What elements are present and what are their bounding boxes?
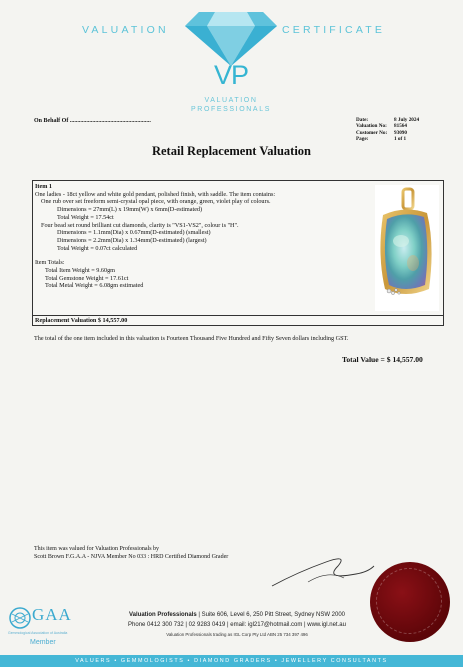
gaa-name: GAA [32, 605, 72, 624]
item-line: Total Weight = 0.07ct calculated [57, 244, 138, 252]
item-total-line: Total Item Weight = 9.60gm [45, 267, 115, 275]
valued-by: This item was valued for Valuation Professionals by Scott Brown F.G.A.A - NJVA Member No 033 : HRD Certified Diamond Grader [34, 546, 229, 560]
item-box [32, 180, 444, 326]
total-value: Total Value = $ 14,557.00 [342, 355, 423, 364]
item-line: Dimensions = 2.2mm(Dia) x 1.34mm(D-estimated) (largest) [57, 236, 207, 244]
item-description [35, 183, 365, 290]
item-line: One rub over set freeform semi-crystal opal piece, with orange, green, violet play of colours. [41, 198, 271, 206]
meta-row-date: Date: 8 July 2024 [356, 117, 420, 123]
gaa-subtitle: Gemmological Association of Australia [8, 631, 68, 635]
item-line: Dimensions = 27mm(L) x 19mm(W) x 6mm(D-estimated) [57, 206, 203, 214]
meta-row-valuation-no: Valuation No: 81564 [356, 123, 407, 130]
header-certificate-word: CERTIFICATE [282, 24, 386, 36]
footer-address: Valuation Professionals | Suite 606, Level 6, 250 Pitt Street, Sydney NSW 2000 [129, 612, 345, 618]
item-total-line: Total Metal Weight = 6.08gm estimated [45, 282, 144, 290]
item-heading: Item 1 [35, 183, 53, 190]
item-totals-heading: Item Totals: [35, 259, 65, 267]
meta-row-page: Page: 1 of 1 [356, 136, 407, 143]
logo-subtitle: VALUATION PROFESSIONALS [191, 97, 271, 113]
header-valuation-word: VALUATION [82, 24, 169, 36]
bottom-bar: VALUERS • GEMMOLOGISTS • DIAMOND GRADERS • JEWELLERY CONSULTANTS [0, 655, 463, 667]
item-total-line: Total Gemstone Weight = 17.61ct [45, 274, 129, 282]
item-line: One ladies - 18ct yellow and white gold pendant, polished finish, with saddle. The item contains: [35, 190, 276, 198]
page-title: Retail Replacement Valuation [151, 144, 312, 158]
item-line: Total Weight = 17.54ct [57, 213, 114, 221]
on-behalf-of: On Behalf Of ...................................................... [34, 118, 151, 124]
footer-contact [92, 611, 382, 640]
footer-trading: Valuation Professionals trading as IGL Corp Pty Ltd ABN 25 734 397 496 [166, 632, 308, 637]
item-line: Four bead set round brilliant cut diamonds, clarity is "VS1-VS2", colour is "H". [41, 221, 239, 229]
replacement-valuation: Replacement Valuation $ 14,557.00 [35, 317, 128, 324]
valuation-meta [356, 117, 419, 143]
total-sentence: The total of the one item included in this valuation is Fourteen Thousand Five Hundred and Fifty Seven dollars including GST. [34, 335, 349, 342]
diamond-logo-icon [185, 10, 277, 66]
item-line: Dimensions = 1.1mm(Dia) x 0.67mm(D-estimated) (smallest) [57, 229, 211, 237]
opal-pendant-photo [375, 185, 439, 311]
gaa-member: Member [30, 639, 56, 646]
wax-seal-ring [376, 568, 442, 634]
item-divider [33, 315, 443, 316]
signature-icon [268, 552, 378, 592]
footer-phone: Phone 0412 300 732 | 02 9283 0419 | email: igl217@hotmail.com | www.igl.net.au [128, 621, 346, 628]
wax-seal-icon [370, 562, 450, 642]
meta-row-customer-no: Customer No: 93090 [356, 129, 407, 136]
vp-logo-letters: VP [213, 60, 249, 90]
